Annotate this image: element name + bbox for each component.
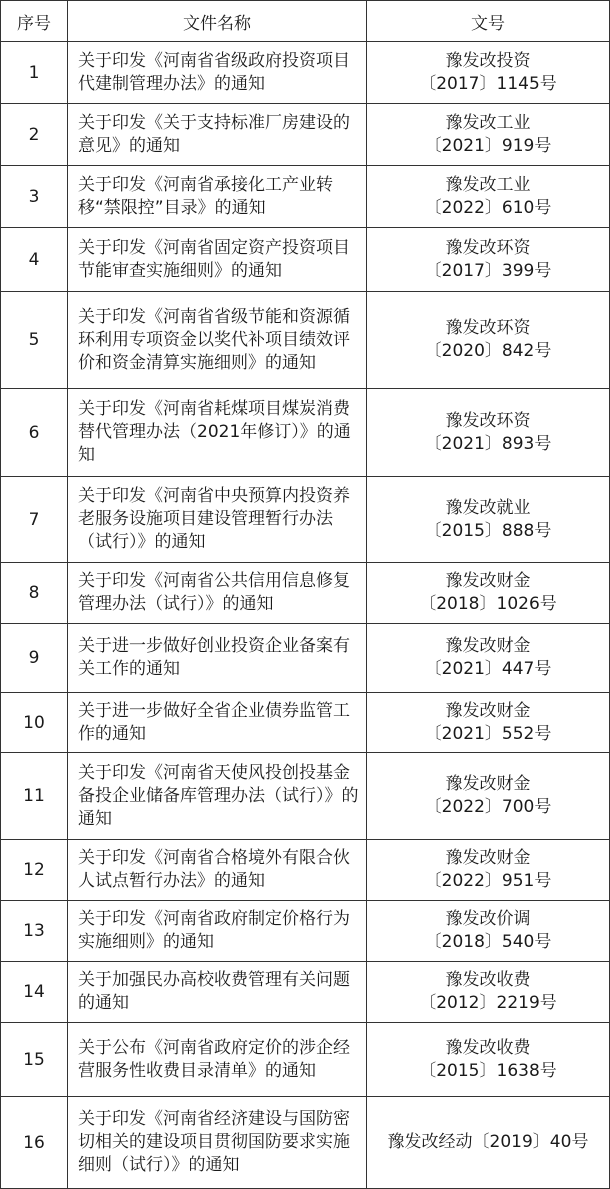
document-number xyxy=(367,693,610,753)
document-number xyxy=(367,166,610,228)
document-number xyxy=(367,42,610,104)
document-title: 关于印发《河南省省级节能和资源循环利用专项资金以奖代补项目绩效评价和资金清算实施细则》的通知 xyxy=(68,292,367,389)
document-title: 关于进一步做好创业投资企业备案有关工作的通知 xyxy=(68,624,367,693)
document-number-line1: 豫发改环资 xyxy=(445,318,531,338)
document-number xyxy=(367,477,610,563)
header-row xyxy=(1,1,610,42)
table-row xyxy=(1,563,610,624)
document-number xyxy=(367,753,610,840)
document-number-line2: 〔2017〕399号 xyxy=(424,260,552,281)
table-row xyxy=(1,477,610,563)
document-number xyxy=(367,962,610,1023)
document-number xyxy=(367,901,610,962)
document-number-line2: 〔2020〕842号 xyxy=(424,341,552,361)
document-number-line1: 豫发改工业 xyxy=(445,174,531,195)
document-title: 关于印发《河南省合格境外有限合伙人试点暂行办法》的通知 xyxy=(68,840,367,901)
document-number-line1: 豫发改环资 xyxy=(445,410,531,431)
table-row xyxy=(1,166,610,228)
table-row xyxy=(1,292,610,389)
document-number-line2: 〔2015〕1638号 xyxy=(419,1060,557,1081)
document-title: 关于进一步做好全省企业债券监管工作的通知 xyxy=(68,693,367,753)
table-row xyxy=(1,1023,610,1097)
document-number-line2: 〔2012〕2219号 xyxy=(419,993,557,1013)
document-title: 关于印发《河南省耗煤项目煤炭消费替代管理办法（2021年修订）》的通知 xyxy=(68,389,367,477)
document-number-line2: 〔2018〕1026号 xyxy=(419,594,557,614)
row-number: 5 xyxy=(1,292,68,389)
document-title: 关于印发《河南省省级政府投资项目代建制管理办法》的通知 xyxy=(68,42,367,104)
row-number: 9 xyxy=(1,624,68,693)
document-number-line1: 豫发改经动〔2019〕40号 xyxy=(387,1132,589,1152)
document-number xyxy=(367,840,610,901)
document-title: 关于印发《河南省公共信用信息修复管理办法（试行）》的通知 xyxy=(68,563,367,624)
document-number-line1: 豫发改环资 xyxy=(445,237,531,258)
table-row xyxy=(1,840,610,901)
document-number xyxy=(367,1023,610,1097)
document-number-line2: 〔2021〕447号 xyxy=(424,659,552,679)
document-title: 关于印发《关于支持标准厂房建设的意见》的通知 xyxy=(68,104,367,166)
document-number-line2: 〔2015〕888号 xyxy=(424,520,552,541)
table-row xyxy=(1,624,610,693)
row-number: 12 xyxy=(1,840,68,901)
document-number-line1: 豫发改就业 xyxy=(445,497,531,518)
document-number xyxy=(367,228,610,292)
header-doc: 文号 xyxy=(367,1,610,42)
document-title: 关于印发《河南省天使风投创投基金备投企业储备库管理办法（试行）》的通知 xyxy=(68,753,367,840)
document-number xyxy=(367,1097,610,1189)
document-number-line1: 豫发改价调 xyxy=(445,909,531,929)
document-number-line1: 豫发改财金 xyxy=(445,571,531,591)
row-number: 3 xyxy=(1,166,68,228)
table-row xyxy=(1,901,610,962)
row-number: 1 xyxy=(1,42,68,104)
table-row xyxy=(1,228,610,292)
document-number xyxy=(367,104,610,166)
document-number xyxy=(367,389,610,477)
document-number-line2: 〔2022〕951号 xyxy=(424,871,552,891)
document-title: 关于加强民办高校收费管理有关问题的通知 xyxy=(68,962,367,1023)
table-row xyxy=(1,42,610,104)
document-number xyxy=(367,563,610,624)
document-number-line2: 〔2021〕893号 xyxy=(424,433,552,454)
document-number-line1: 豫发改财金 xyxy=(445,700,531,721)
row-number: 7 xyxy=(1,477,68,563)
document-number-line2: 〔2021〕552号 xyxy=(424,723,552,744)
document-number-line2: 〔2022〕700号 xyxy=(424,797,552,817)
document-title: 关于印发《河南省承接化工产业转移“禁限控”目录》的通知 xyxy=(68,166,367,228)
row-number: 11 xyxy=(1,753,68,840)
row-number: 4 xyxy=(1,228,68,292)
document-title: 关于印发《河南省固定资产投资项目节能审查实施细则》的通知 xyxy=(68,228,367,292)
table-row xyxy=(1,693,610,753)
row-number: 14 xyxy=(1,962,68,1023)
document-number-line1: 豫发改财金 xyxy=(445,636,531,656)
document-title: 关于印发《河南省中央预算内投资养老服务设施项目建设管理暂行办法（试行）》的通知 xyxy=(68,477,367,563)
row-number: 13 xyxy=(1,901,68,962)
table-row xyxy=(1,962,610,1023)
table-row xyxy=(1,104,610,166)
document-number-line1: 豫发改工业 xyxy=(445,112,531,133)
document-number-line2: 〔2022〕610号 xyxy=(424,197,552,218)
row-number: 6 xyxy=(1,389,68,477)
document-number-line2: 〔2021〕919号 xyxy=(424,135,552,156)
table-row xyxy=(1,389,610,477)
table-row xyxy=(1,1097,610,1189)
document-number-line1: 豫发改收费 xyxy=(445,970,531,990)
document-number-line1: 豫发改财金 xyxy=(445,848,531,868)
header-num: 序号 xyxy=(1,1,68,42)
document-number xyxy=(367,292,610,389)
document-number xyxy=(367,624,610,693)
row-number: 2 xyxy=(1,104,68,166)
document-title: 关于印发《河南省政府制定价格行为实施细则》的通知 xyxy=(68,901,367,962)
document-title: 关于印发《河南省经济建设与国防密切相关的建设项目贯彻国防要求实施细则（试行）》的通知 xyxy=(68,1097,367,1189)
row-number: 8 xyxy=(1,563,68,624)
document-number-line1: 豫发改投资 xyxy=(445,50,531,71)
header-name: 文件名称 xyxy=(68,1,367,42)
row-number: 15 xyxy=(1,1023,68,1097)
table-row xyxy=(1,753,610,840)
document-number-line2: 〔2017〕1145号 xyxy=(419,73,557,94)
document-number-line2: 〔2018〕540号 xyxy=(424,932,552,952)
document-number-line1: 豫发改财金 xyxy=(445,774,531,794)
row-number: 10 xyxy=(1,693,68,753)
document-title: 关于公布《河南省政府定价的涉企经营服务性收费目录清单》的通知 xyxy=(68,1023,367,1097)
row-number: 16 xyxy=(1,1097,68,1189)
document-number-line1: 豫发改收费 xyxy=(445,1037,531,1058)
